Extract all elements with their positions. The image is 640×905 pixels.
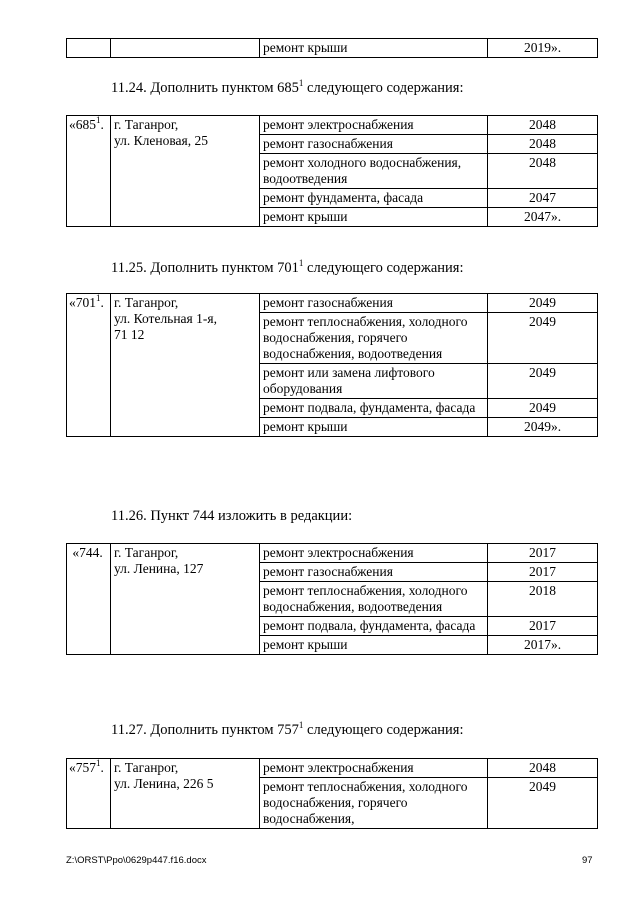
- year-cell: 2019».: [488, 39, 598, 58]
- year-cell: 2048: [488, 154, 598, 189]
- work-cell: ремонт холодного водоснабжения, водоотведения: [260, 154, 488, 189]
- address-cell: [111, 39, 260, 58]
- year-cell: 2049: [488, 364, 598, 399]
- work-cell: ремонт теплоснабжения, холодного водоснабжения, горячего водоснабжения,: [260, 778, 488, 829]
- table-row: [67, 759, 598, 778]
- top-table: [66, 38, 598, 58]
- work-cell: ремонт газоснабжения: [260, 563, 488, 582]
- work-cell: ремонт или замена лифтового оборудования: [260, 364, 488, 399]
- section-table: [66, 758, 598, 829]
- section-heading: 11.24. Дополнить пунктом $685^1$ следующего содержания:: [111, 78, 464, 96]
- address-cell: г. Таганрог, ул. Котельная 1-я, 71 12: [111, 294, 260, 437]
- item-number-cell: «$757^1$.: [67, 759, 111, 829]
- section-heading: 11.25. Дополнить пунктом $701^1$ следующего содержания:: [111, 258, 464, 276]
- work-cell: ремонт теплоснабжения, холодного водоснабжения, водоотведения: [260, 582, 488, 617]
- work-cell: ремонт подвала, фундамента, фасада: [260, 617, 488, 636]
- item-number-cell: «$685^1$.: [67, 116, 111, 227]
- address-cell: г. Таганрог, ул. Ленина, 226 5: [111, 759, 260, 829]
- section-heading: 11.26. Пункт 744 изложить в редакции:: [111, 508, 353, 524]
- year-cell: 2049: [488, 294, 598, 313]
- year-cell: 2017: [488, 563, 598, 582]
- table-row: [67, 544, 598, 563]
- year-cell: 2017».: [488, 636, 598, 655]
- page-number: 97: [582, 855, 593, 866]
- year-cell: 2049: [488, 778, 598, 829]
- work-cell: ремонт крыши: [260, 418, 488, 437]
- item-number-cell: [67, 39, 111, 58]
- section-table: [66, 543, 598, 655]
- year-cell: 2047».: [488, 208, 598, 227]
- work-cell: ремонт фундамента, фасада: [260, 189, 488, 208]
- year-cell: 2047: [488, 189, 598, 208]
- work-cell: ремонт крыши: [260, 39, 488, 58]
- year-cell: 2017: [488, 544, 598, 563]
- work-cell: ремонт крыши: [260, 636, 488, 655]
- work-cell: ремонт электроснабжения: [260, 759, 488, 778]
- year-cell: 2048: [488, 116, 598, 135]
- table-row: [67, 39, 598, 58]
- year-cell: 2048: [488, 759, 598, 778]
- year-cell: 2017: [488, 617, 598, 636]
- section-heading: 11.27. Дополнить пунктом $757^1$ следующего содержания:: [111, 720, 464, 738]
- year-cell: 2049».: [488, 418, 598, 437]
- year-cell: 2049: [488, 399, 598, 418]
- table-row: [67, 294, 598, 313]
- work-cell: ремонт газоснабжения: [260, 135, 488, 154]
- work-cell: ремонт газоснабжения: [260, 294, 488, 313]
- work-cell: ремонт подвала, фундамента, фасада: [260, 399, 488, 418]
- item-number-cell: «$701^1$.: [67, 294, 111, 437]
- work-cell: ремонт крыши: [260, 208, 488, 227]
- year-cell: 2049: [488, 313, 598, 364]
- work-cell: ремонт электроснабжения: [260, 544, 488, 563]
- work-cell: ремонт теплоснабжения, холодного водоснабжения, горячего водоснабжения, водоотведения: [260, 313, 488, 364]
- year-cell: 2018: [488, 582, 598, 617]
- section-table: [66, 115, 598, 227]
- section-table: [66, 293, 598, 437]
- item-number-cell: «744.: [67, 544, 111, 655]
- table-row: [67, 116, 598, 135]
- address-cell: г. Таганрог, ул. Кленовая, 25: [111, 116, 260, 227]
- year-cell: 2048: [488, 135, 598, 154]
- work-cell: ремонт электроснабжения: [260, 116, 488, 135]
- address-cell: г. Таганрог, ул. Ленина, 127: [111, 544, 260, 655]
- footer-file-path: Z:\ORST\Ppo\0629p447.f16.docx: [66, 855, 207, 866]
